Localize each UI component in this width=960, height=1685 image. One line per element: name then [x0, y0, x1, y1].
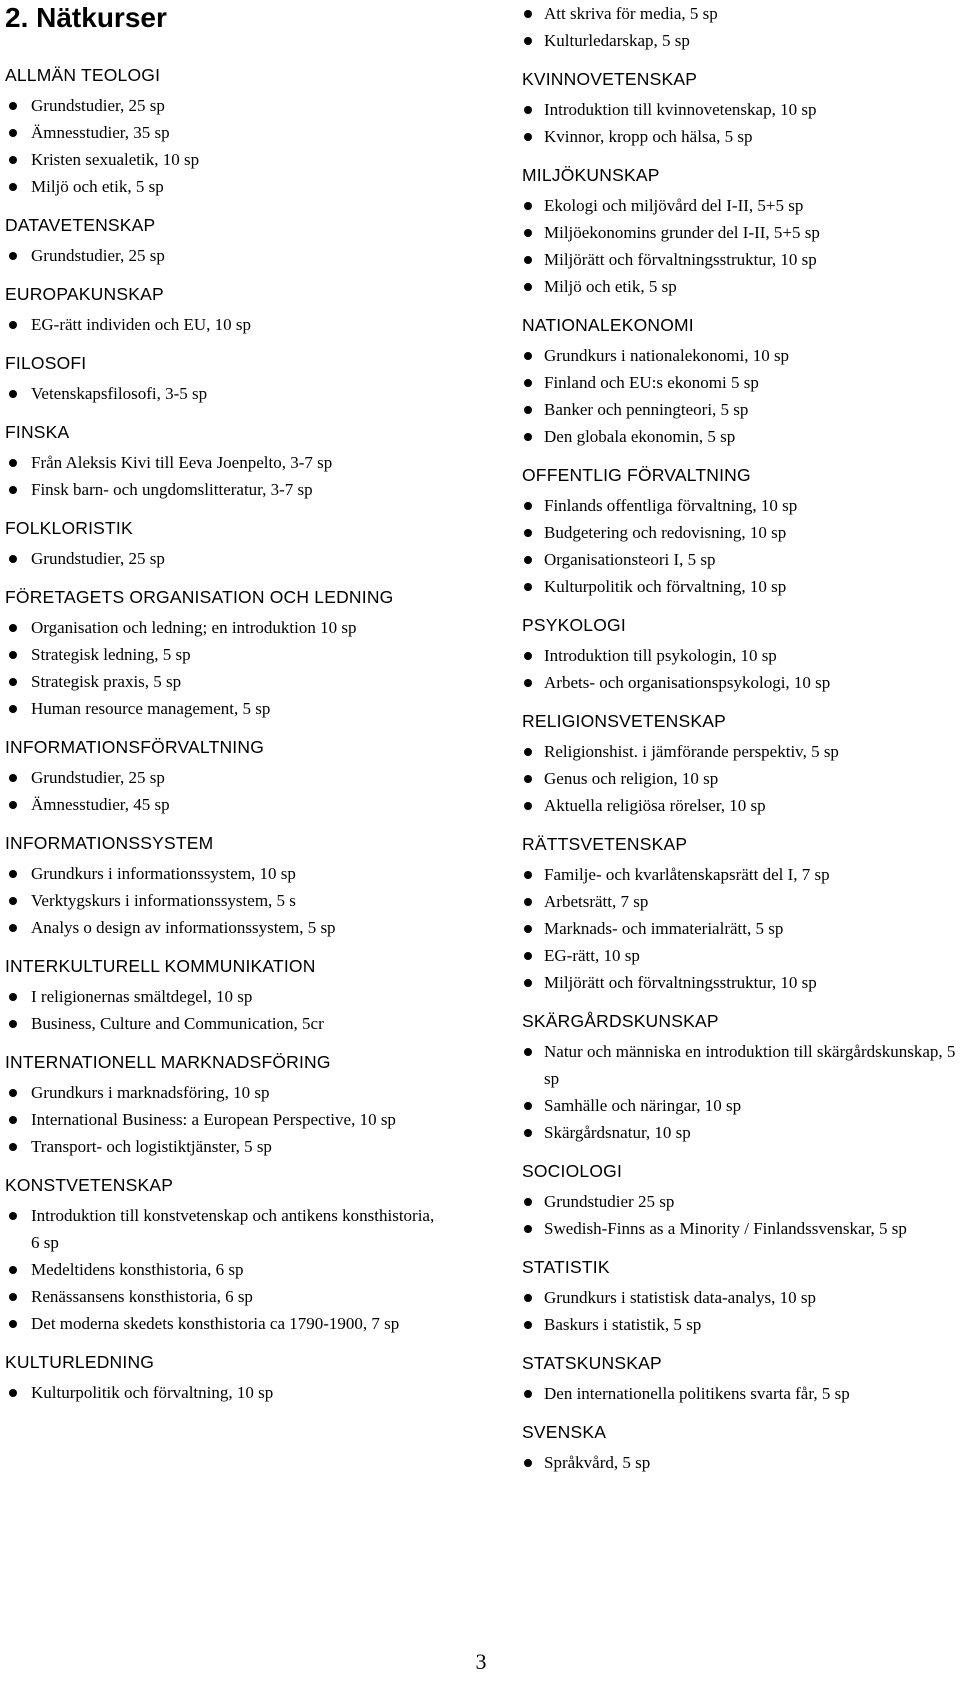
- section-filosofi: [5, 352, 445, 407]
- course-item: Miljörätt och förvaltningsstruktur, 10 sp: [522, 969, 958, 996]
- course-item: Budgetering och redovisning, 10 sp: [522, 519, 958, 546]
- course-item: Renässansens konsthistoria, 6 sp: [5, 1283, 445, 1310]
- course-item: Grundstudier 25 sp: [522, 1188, 958, 1215]
- course-list: [522, 1188, 958, 1242]
- section-rattsvetenskap: [522, 833, 958, 996]
- course-item: I religionernas smältdegel, 10 sp: [5, 983, 445, 1010]
- course-item: Religionshist. i jämförande perspektiv, 5 sp: [522, 738, 958, 765]
- course-item: International Business: a European Perspective, 10 sp: [5, 1106, 445, 1133]
- section-folkloristik: [5, 517, 445, 572]
- course-item: Organisationsteori I, 5 sp: [522, 546, 958, 573]
- course-item: Från Aleksis Kivi till Eeva Joenpelto, 3-7 sp: [5, 449, 445, 476]
- section-heading: FOLKLORISTIK: [5, 518, 133, 538]
- section-nationalekonomi: [522, 314, 958, 450]
- course-item: Miljörätt och förvaltningsstruktur, 10 sp: [522, 246, 958, 273]
- left-column: [5, 0, 445, 1406]
- course-item: Introduktion till kvinnovetenskap, 10 sp: [522, 96, 958, 123]
- section-allman-teologi: [5, 64, 445, 200]
- course-item: Grundkurs i informationssystem, 10 sp: [5, 860, 445, 887]
- course-item: Grundstudier, 25 sp: [5, 545, 445, 572]
- course-item: Arbetsrätt, 7 sp: [522, 888, 958, 915]
- course-list: [5, 311, 445, 338]
- course-item: Grundkurs i statistisk data-analys, 10 sp: [522, 1284, 958, 1311]
- course-item: Aktuella religiösa rörelser, 10 sp: [522, 792, 958, 819]
- course-list: [5, 614, 445, 722]
- course-item: EG-rätt individen och EU, 10 sp: [5, 311, 445, 338]
- section-heading: KULTURLEDNING: [5, 1352, 155, 1372]
- course-item: Grundstudier, 25 sp: [5, 242, 445, 269]
- section-heading: SVENSKA: [522, 1422, 607, 1442]
- course-item: Medeltidens konsthistoria, 6 sp: [5, 1256, 445, 1283]
- section-heading: INTERNATIONELL MARKNADSFÖRING: [5, 1052, 331, 1072]
- section-svenska: [522, 1421, 958, 1476]
- course-item: Språkvård, 5 sp: [522, 1449, 958, 1476]
- course-item: Grundkurs i nationalekonomi, 10 sp: [522, 342, 958, 369]
- course-item: Ekologi och miljövård del I-II, 5+5 sp: [522, 192, 958, 219]
- course-list: [522, 1380, 958, 1407]
- section-europakunskap: [5, 283, 445, 338]
- section-heading: INFORMATIONSSYSTEM: [5, 833, 214, 853]
- course-item: Business, Culture and Communication, 5cr: [5, 1010, 445, 1037]
- section-skargardskunskap: [522, 1010, 958, 1146]
- course-item: Grundstudier, 25 sp: [5, 764, 445, 791]
- section-interkulturell-kommunikation: [5, 955, 445, 1037]
- course-item: Grundkurs i marknadsföring, 10 sp: [5, 1079, 445, 1106]
- course-item: Kulturledarskap, 5 sp: [522, 27, 958, 54]
- section-heading: RELIGIONSVETENSKAP: [522, 711, 726, 731]
- section-heading: PSYKOLOGI: [522, 615, 626, 635]
- course-list: [5, 860, 445, 941]
- course-list: [5, 545, 445, 572]
- section-finska: [5, 421, 445, 503]
- section-psykologi: [522, 614, 958, 696]
- page-title: 2. Nätkurser: [5, 2, 167, 33]
- section-heading: KONSTVETENSKAP: [5, 1175, 174, 1195]
- course-item: Kulturpolitik och förvaltning, 10 sp: [5, 1379, 445, 1406]
- course-list: [5, 1079, 445, 1160]
- course-list: [5, 764, 445, 818]
- section-heading: SOCIOLOGI: [522, 1161, 623, 1181]
- section-heading: INTERKULTURELL KOMMUNIKATION: [5, 956, 316, 976]
- course-item: Ämnesstudier, 35 sp: [5, 119, 445, 146]
- course-list: [522, 96, 958, 150]
- course-item: Human resource management, 5 sp: [5, 695, 445, 722]
- course-item: Genus och religion, 10 sp: [522, 765, 958, 792]
- course-item: Grundstudier, 25 sp: [5, 92, 445, 119]
- course-item: Kulturpolitik och förvaltning, 10 sp: [522, 573, 958, 600]
- section-internationell-marknadsforing: [5, 1051, 445, 1160]
- course-list: [522, 192, 958, 300]
- right-column: [522, 0, 958, 1476]
- course-item: Det moderna skedets konsthistoria ca 1790-1900, 7 sp: [5, 1310, 445, 1337]
- course-list: [522, 1449, 958, 1476]
- course-item: Verktygskurs i informationssystem, 5 s: [5, 887, 445, 914]
- course-item: EG-rätt, 10 sp: [522, 942, 958, 969]
- course-item: Miljö och etik, 5 sp: [5, 173, 445, 200]
- section-heading: FÖRETAGETS ORGANISATION OCH LEDNING: [5, 587, 394, 607]
- course-item: Finlands offentliga förvaltning, 10 sp: [522, 492, 958, 519]
- course-list: [522, 738, 958, 819]
- course-item: Kristen sexualetik, 10 sp: [5, 146, 445, 173]
- section-heading: OFFENTLIG FÖRVALTNING: [522, 465, 751, 485]
- section-heading: STATSKUNSKAP: [522, 1353, 662, 1373]
- course-item: Miljö och etik, 5 sp: [522, 273, 958, 300]
- course-list: [522, 1038, 958, 1146]
- section-heading: MILJÖKUNSKAP: [522, 165, 660, 185]
- course-list: [522, 861, 958, 996]
- section-heading: SKÄRGÅRDSKUNSKAP: [522, 1011, 719, 1031]
- course-item: Samhälle och näringar, 10 sp: [522, 1092, 958, 1119]
- course-list: [522, 0, 958, 54]
- section-kulturledning: [5, 1351, 445, 1406]
- course-list: [522, 492, 958, 600]
- course-list: [5, 449, 445, 503]
- section-kvinnovetenskap: [522, 68, 958, 150]
- section-informationsforvaltning: [5, 736, 445, 818]
- course-list: [5, 1202, 445, 1337]
- course-item: Strategisk praxis, 5 sp: [5, 668, 445, 695]
- course-item: Analys o design av informationssystem, 5 sp: [5, 914, 445, 941]
- course-item: Miljöekonomins grunder del I-II, 5+5 sp: [522, 219, 958, 246]
- course-item: Kvinnor, kropp och hälsa, 5 sp: [522, 123, 958, 150]
- section-heading: DATAVETENSKAP: [5, 215, 156, 235]
- section-foretagets-organisation-och-ledning: [5, 586, 445, 722]
- course-item: Finsk barn- och ungdomslitteratur, 3-7 sp: [5, 476, 445, 503]
- course-list: [5, 242, 445, 269]
- section-sociologi: [522, 1160, 958, 1242]
- course-item: Natur och människa en introduktion till skärgårdskunskap, 5 sp: [522, 1038, 958, 1092]
- course-list: [5, 983, 445, 1037]
- course-item: Ämnesstudier, 45 sp: [5, 791, 445, 818]
- course-item: Introduktion till konstvetenskap och antikens konsthistoria, 6 sp: [5, 1202, 445, 1256]
- course-list: [5, 1379, 445, 1406]
- course-item: Strategisk ledning, 5 sp: [5, 641, 445, 668]
- page-number: 3: [475, 1649, 487, 1674]
- section-religionsvetenskap: [522, 710, 958, 819]
- section-offentlig-forvaltning: [522, 464, 958, 600]
- section-heading: EUROPAKUNSKAP: [5, 284, 164, 304]
- section-continued: [522, 0, 958, 54]
- section-heading: ALLMÄN TEOLOGI: [5, 65, 161, 85]
- section-heading: STATISTIK: [522, 1257, 610, 1277]
- section-statistik: [522, 1256, 958, 1338]
- course-item: Den internationella politikens svarta får, 5 sp: [522, 1380, 958, 1407]
- course-list: [5, 92, 445, 200]
- section-konstvetenskap: [5, 1174, 445, 1337]
- course-item: Swedish-Finns as a Minority / Finlandssvenskar, 5 sp: [522, 1215, 958, 1242]
- course-list: [5, 380, 445, 407]
- section-heading: KVINNOVETENSKAP: [522, 69, 698, 89]
- course-item: Skärgårdsnatur, 10 sp: [522, 1119, 958, 1146]
- course-item: Arbets- och organisationspsykologi, 10 sp: [522, 669, 958, 696]
- section-heading: INFORMATIONSFÖRVALTNING: [5, 737, 265, 757]
- course-item: Den globala ekonomin, 5 sp: [522, 423, 958, 450]
- course-item: Banker och penningteori, 5 sp: [522, 396, 958, 423]
- course-item: Transport- och logistiktjänster, 5 sp: [5, 1133, 445, 1160]
- section-informationssystem: [5, 832, 445, 941]
- course-item: Finland och EU:s ekonomi 5 sp: [522, 369, 958, 396]
- section-heading: FILOSOFI: [5, 353, 87, 373]
- course-item: Att skriva för media, 5 sp: [522, 0, 958, 27]
- course-item: Marknads- och immaterialrätt, 5 sp: [522, 915, 958, 942]
- section-miljokunskap: [522, 164, 958, 300]
- course-item: Familje- och kvarlåtenskapsrätt del I, 7 sp: [522, 861, 958, 888]
- course-item: Baskurs i statistik, 5 sp: [522, 1311, 958, 1338]
- course-item: Introduktion till psykologin, 10 sp: [522, 642, 958, 669]
- course-list: [522, 1284, 958, 1338]
- course-list: [522, 342, 958, 450]
- section-heading: NATIONALEKONOMI: [522, 315, 694, 335]
- course-list: [522, 642, 958, 696]
- section-statskunskap: [522, 1352, 958, 1407]
- course-item: Organisation och ledning; en introduktion 10 sp: [5, 614, 445, 641]
- section-heading: FINSKA: [5, 422, 70, 442]
- course-item: Vetenskapsfilosofi, 3-5 sp: [5, 380, 445, 407]
- section-heading: RÄTTSVETENSKAP: [522, 834, 688, 854]
- section-datavetenskap: [5, 214, 445, 269]
